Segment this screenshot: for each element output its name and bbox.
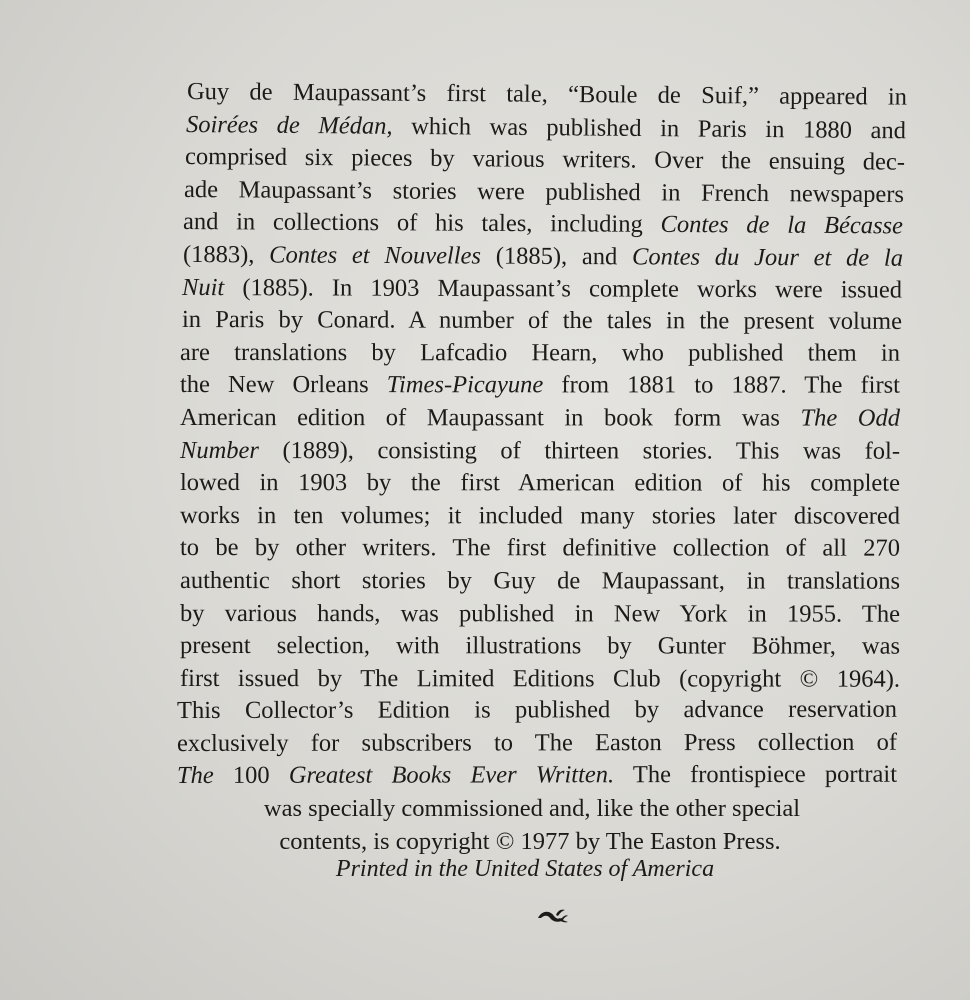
body-text: was specially commissioned and, like the other special	[263, 795, 801, 823]
body-text: exclusively for subscribers to The Easton Press collection of	[176, 728, 898, 757]
italic-title-text: Number	[179, 436, 259, 464]
text-line	[180, 565, 900, 598]
italic-title-text: Soirées de Médan,	[185, 110, 393, 140]
body-text: comprised six pieces by various writers. Over the ensuing dec-	[184, 143, 906, 176]
colophon-paragraph	[176, 76, 908, 858]
body-text: present selection, with illustrations by Gunter Böhmer, was	[179, 632, 901, 660]
body-text: and in collections of his tales, including	[182, 208, 661, 239]
body-text: (1889), consisting of thirteen stories. This was fol-	[258, 436, 901, 465]
text-line	[180, 369, 900, 402]
text-line	[180, 630, 900, 663]
text-line	[182, 272, 902, 307]
italic-title-text: Greatest Books Ever Written.	[288, 761, 615, 790]
text-line	[180, 402, 900, 435]
text-line	[180, 337, 900, 370]
italic-title-text: The	[176, 762, 214, 790]
body-text: authentic short stories by Guy de Maupassant, in translations	[179, 566, 901, 595]
fleuron-ornament-icon	[536, 906, 570, 924]
body-text: (1885). In 1903 Maupassant’s complete works were issued	[224, 273, 903, 304]
italic-title-text: Contes et Nouvelles	[269, 241, 482, 270]
body-text: by various hands, was published in New York in 1955. The	[179, 599, 901, 628]
body-text: contents, is copyright © 1977 by The Easton Press.	[279, 827, 781, 855]
italic-title-text: Nuit	[181, 273, 225, 301]
text-line	[187, 76, 907, 114]
body-text: American edition of Maupassant in book form was	[179, 403, 801, 432]
body-text: the New Orleans	[179, 371, 387, 399]
body-text: Guy de Maupassant’s first tale, “Boule de Suif,” appeared in	[186, 78, 908, 111]
text-line	[185, 141, 905, 179]
body-text: (1885), and	[480, 242, 633, 271]
text-line	[172, 793, 892, 826]
body-text: 100	[213, 762, 289, 790]
body-text: ade Maupassant’s stories were published in French newspapers	[183, 175, 905, 208]
text-line	[177, 727, 897, 761]
italic-title-text: Contes du Jour et de la	[631, 243, 904, 272]
body-text: lowed in 1903 by the first American edition of his complete	[179, 469, 901, 497]
text-line	[180, 663, 900, 696]
body-text: to be by other writers. The first definitive collection of all 270	[179, 534, 901, 562]
body-text: This Collector’s Edition is published by advance reservation	[176, 696, 898, 725]
body-text: The frontispiece portrait	[614, 761, 898, 789]
body-text: from 1881 to 1887. The first	[543, 371, 901, 399]
text-line	[177, 694, 897, 728]
italic-title-text: The Odd	[800, 404, 901, 432]
italic-title-text: Contes de la Bécasse	[660, 211, 904, 240]
text-line	[183, 239, 903, 275]
text-line	[170, 826, 890, 859]
text-line	[182, 304, 902, 338]
printed-in-imprint: Printed in the United States of America	[335, 856, 715, 882]
text-line	[180, 598, 900, 631]
text-line	[180, 435, 900, 468]
body-text: in Paris by Conard. A number of the tales in the present volume	[181, 306, 903, 336]
italic-title-text: Times-Picayune	[386, 371, 544, 399]
body-text: (1883),	[182, 240, 270, 269]
body-text: first issued by The Limited Editions Club (copyright © 1964).	[179, 664, 901, 693]
text-line	[183, 206, 903, 243]
body-text: works in ten volumes; it included many stories later discovered	[179, 501, 901, 530]
text-line	[177, 759, 897, 793]
text-line	[180, 500, 900, 533]
text-line	[180, 467, 900, 500]
body-text: are translations by Lafcadio Hearn, who published them in	[179, 338, 901, 367]
body-text: which was published in Paris in 1880 and	[392, 112, 907, 144]
text-line	[180, 532, 900, 565]
